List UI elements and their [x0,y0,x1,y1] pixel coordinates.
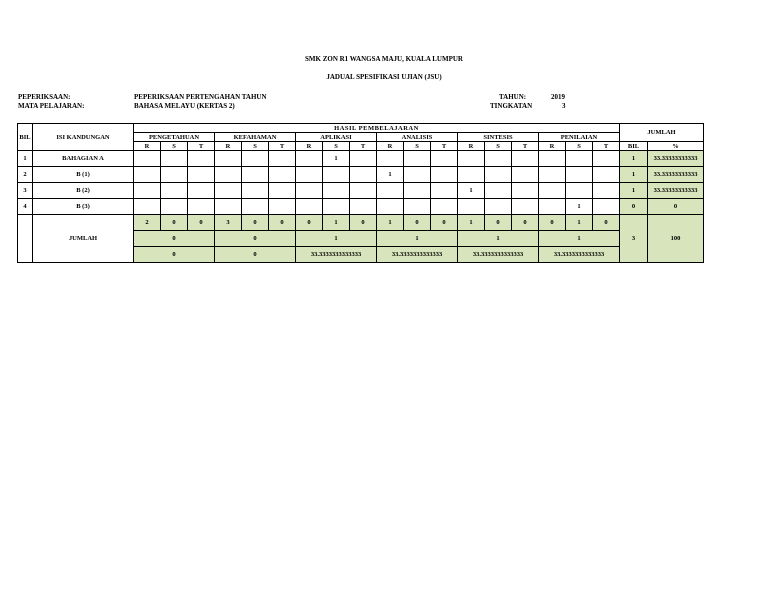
exam-value: PEPERIKSAAN PERTENGAHAN TAHUN [134,93,267,101]
matrix-cell: 1 [377,167,404,183]
matrix-cell [485,167,512,183]
total-level-cell: 0 [485,215,512,231]
total-level-cell: 2 [134,215,161,231]
total-category-percent: 33.3333333333333 [377,247,458,263]
total-category-percent: 33.3333333333333 [296,247,377,263]
level-header: R [458,142,485,151]
total-level-cell: 0 [188,215,215,231]
total-category-cell: 1 [458,231,539,247]
matrix-cell [458,151,485,167]
matrix-cell [485,151,512,167]
matrix-cell [242,183,269,199]
level-header: S [323,142,350,151]
total-level-cell: 0 [539,215,566,231]
matrix-cell [431,151,458,167]
level-header: R [134,142,161,151]
grand-total-bil: 3 [620,215,648,263]
matrix-cell [485,199,512,215]
row-number: 2 [18,167,33,183]
subject-label: MATA PELAJARAN: [18,102,85,110]
row-total-bil: 1 [620,183,648,199]
total-level-cell: 1 [377,215,404,231]
matrix-cell [134,199,161,215]
grade-value: 3 [562,102,566,110]
level-header: S [161,142,188,151]
year-value: 2019 [551,93,565,101]
matrix-cell [404,167,431,183]
matrix-cell [350,151,377,167]
matrix-cell [161,183,188,199]
grade-label: TINGKATAN [490,102,533,110]
matrix-cell [134,167,161,183]
matrix-cell [458,199,485,215]
matrix-cell [404,151,431,167]
total-percent-header: % [648,142,704,151]
level-header: S [566,142,593,151]
matrix-cell [215,167,242,183]
category-header: KEFAHAMAN [215,133,296,142]
category-header: ANALISIS [377,133,458,142]
row-total-percent: 0 [648,199,704,215]
total-category-cell: 1 [296,231,377,247]
matrix-cell [296,151,323,167]
row-number: 1 [18,151,33,167]
matrix-cell [539,167,566,183]
matrix-cell [485,183,512,199]
row-content: B (3) [33,199,134,215]
matrix-cell [431,199,458,215]
category-header: PENGETAHUAN [134,133,215,142]
total-category-percent: 0 [215,247,296,263]
total-level-cell: 0 [242,215,269,231]
spec-table [17,123,704,263]
matrix-cell [377,151,404,167]
category-header: SINTESIS [458,133,539,142]
table-row [18,167,704,183]
level-header: T [431,142,458,151]
matrix-cell [188,167,215,183]
total-category-cell: 0 [134,231,215,247]
matrix-cell [512,167,539,183]
matrix-cell [269,151,296,167]
row-total-bil: 1 [620,167,648,183]
matrix-cell [539,183,566,199]
matrix-cell [566,183,593,199]
matrix-cell [296,167,323,183]
row-number: 3 [18,183,33,199]
total-category-percent: 33.3333333333333 [458,247,539,263]
matrix-cell [161,199,188,215]
level-header: S [242,142,269,151]
matrix-cell [593,199,620,215]
matrix-cell [431,167,458,183]
matrix-cell [215,183,242,199]
matrix-cell [161,167,188,183]
matrix-cell [377,183,404,199]
matrix-cell [188,183,215,199]
level-header: R [377,142,404,151]
row-content: B (2) [33,183,134,199]
matrix-cell [539,199,566,215]
school-name: SMK ZON R1 WANGSA MAJU, KUALA LUMPUR [305,55,463,63]
total-level-cell: 0 [350,215,377,231]
total-level-cell: 0 [512,215,539,231]
level-header: R [296,142,323,151]
matrix-cell [512,183,539,199]
matrix-cell [404,199,431,215]
total-number-cell [18,215,33,263]
exam-label: PEPERIKSAAN: [18,93,71,101]
total-level-cell: 0 [593,215,620,231]
matrix-cell [566,167,593,183]
level-header: T [350,142,377,151]
total-level-cell: 3 [215,215,242,231]
matrix-cell [242,151,269,167]
total-category-cell: 1 [539,231,620,247]
matrix-cell [296,183,323,199]
row-number: 4 [18,199,33,215]
matrix-cell [350,167,377,183]
table-row [18,199,704,215]
matrix-cell [161,151,188,167]
year-label: TAHUN: [499,93,527,101]
matrix-cell [323,199,350,215]
table-row [18,151,704,167]
matrix-cell [323,183,350,199]
total-header: JUMLAH [620,124,704,142]
total-bil-header: BIL [620,142,648,151]
row-content: B (1) [33,167,134,183]
bil-header: BIL [18,124,33,151]
learning-outcome-header: HASIL PEMBELAJARAN [134,124,620,133]
category-header: APLIKASI [296,133,377,142]
matrix-cell [323,167,350,183]
total-category-percent: 33.3333333333333 [539,247,620,263]
matrix-cell: 1 [323,151,350,167]
matrix-cell [242,199,269,215]
matrix-cell [350,199,377,215]
matrix-cell [377,199,404,215]
total-row-levels [18,215,704,231]
matrix-cell [512,151,539,167]
row-total-bil: 0 [620,199,648,215]
matrix-cell: 1 [458,183,485,199]
matrix-cell [269,183,296,199]
matrix-cell [296,199,323,215]
matrix-cell [350,183,377,199]
matrix-cell [188,199,215,215]
level-header: T [512,142,539,151]
total-label: JUMLAH [33,215,134,263]
matrix-cell [458,167,485,183]
total-level-cell: 1 [458,215,485,231]
total-level-cell: 1 [323,215,350,231]
row-total-bil: 1 [620,151,648,167]
level-header: T [188,142,215,151]
level-header: T [593,142,620,151]
level-header: S [404,142,431,151]
matrix-cell [215,199,242,215]
total-level-cell: 1 [566,215,593,231]
level-header: R [215,142,242,151]
total-category-cell: 0 [215,231,296,247]
subject-value: BAHASA MELAYU (KERTAS 2) [134,102,235,110]
total-category-percent: 0 [134,247,215,263]
row-content: BAHAGIAN A [33,151,134,167]
matrix-cell [593,183,620,199]
row-total-percent: 33.33333333333 [648,183,704,199]
level-header: S [485,142,512,151]
category-header: PENILAIAN [539,133,620,142]
matrix-cell [269,167,296,183]
total-level-cell: 0 [431,215,458,231]
matrix-cell [431,183,458,199]
matrix-cell [593,151,620,167]
level-header: T [269,142,296,151]
matrix-cell [134,151,161,167]
matrix-cell [566,151,593,167]
grand-total-percent: 100 [648,215,704,263]
total-level-cell: 0 [161,215,188,231]
total-category-cell: 1 [377,231,458,247]
total-level-cell: 0 [269,215,296,231]
matrix-cell [242,167,269,183]
content-header: ISI KANDUNGAN [33,124,134,151]
matrix-cell [215,151,242,167]
matrix-cell [269,199,296,215]
matrix-cell: 1 [566,199,593,215]
matrix-cell [593,167,620,183]
total-level-cell: 0 [296,215,323,231]
row-total-percent: 33.33333333333 [648,151,704,167]
row-total-percent: 33.33333333333 [648,167,704,183]
matrix-cell [134,183,161,199]
matrix-cell [188,151,215,167]
matrix-cell [512,199,539,215]
document-title: JADUAL SPESIFIKASI UJIAN (JSU) [326,73,442,81]
level-header: R [539,142,566,151]
matrix-cell [404,183,431,199]
matrix-cell [539,151,566,167]
table-row [18,183,704,199]
total-level-cell: 0 [404,215,431,231]
